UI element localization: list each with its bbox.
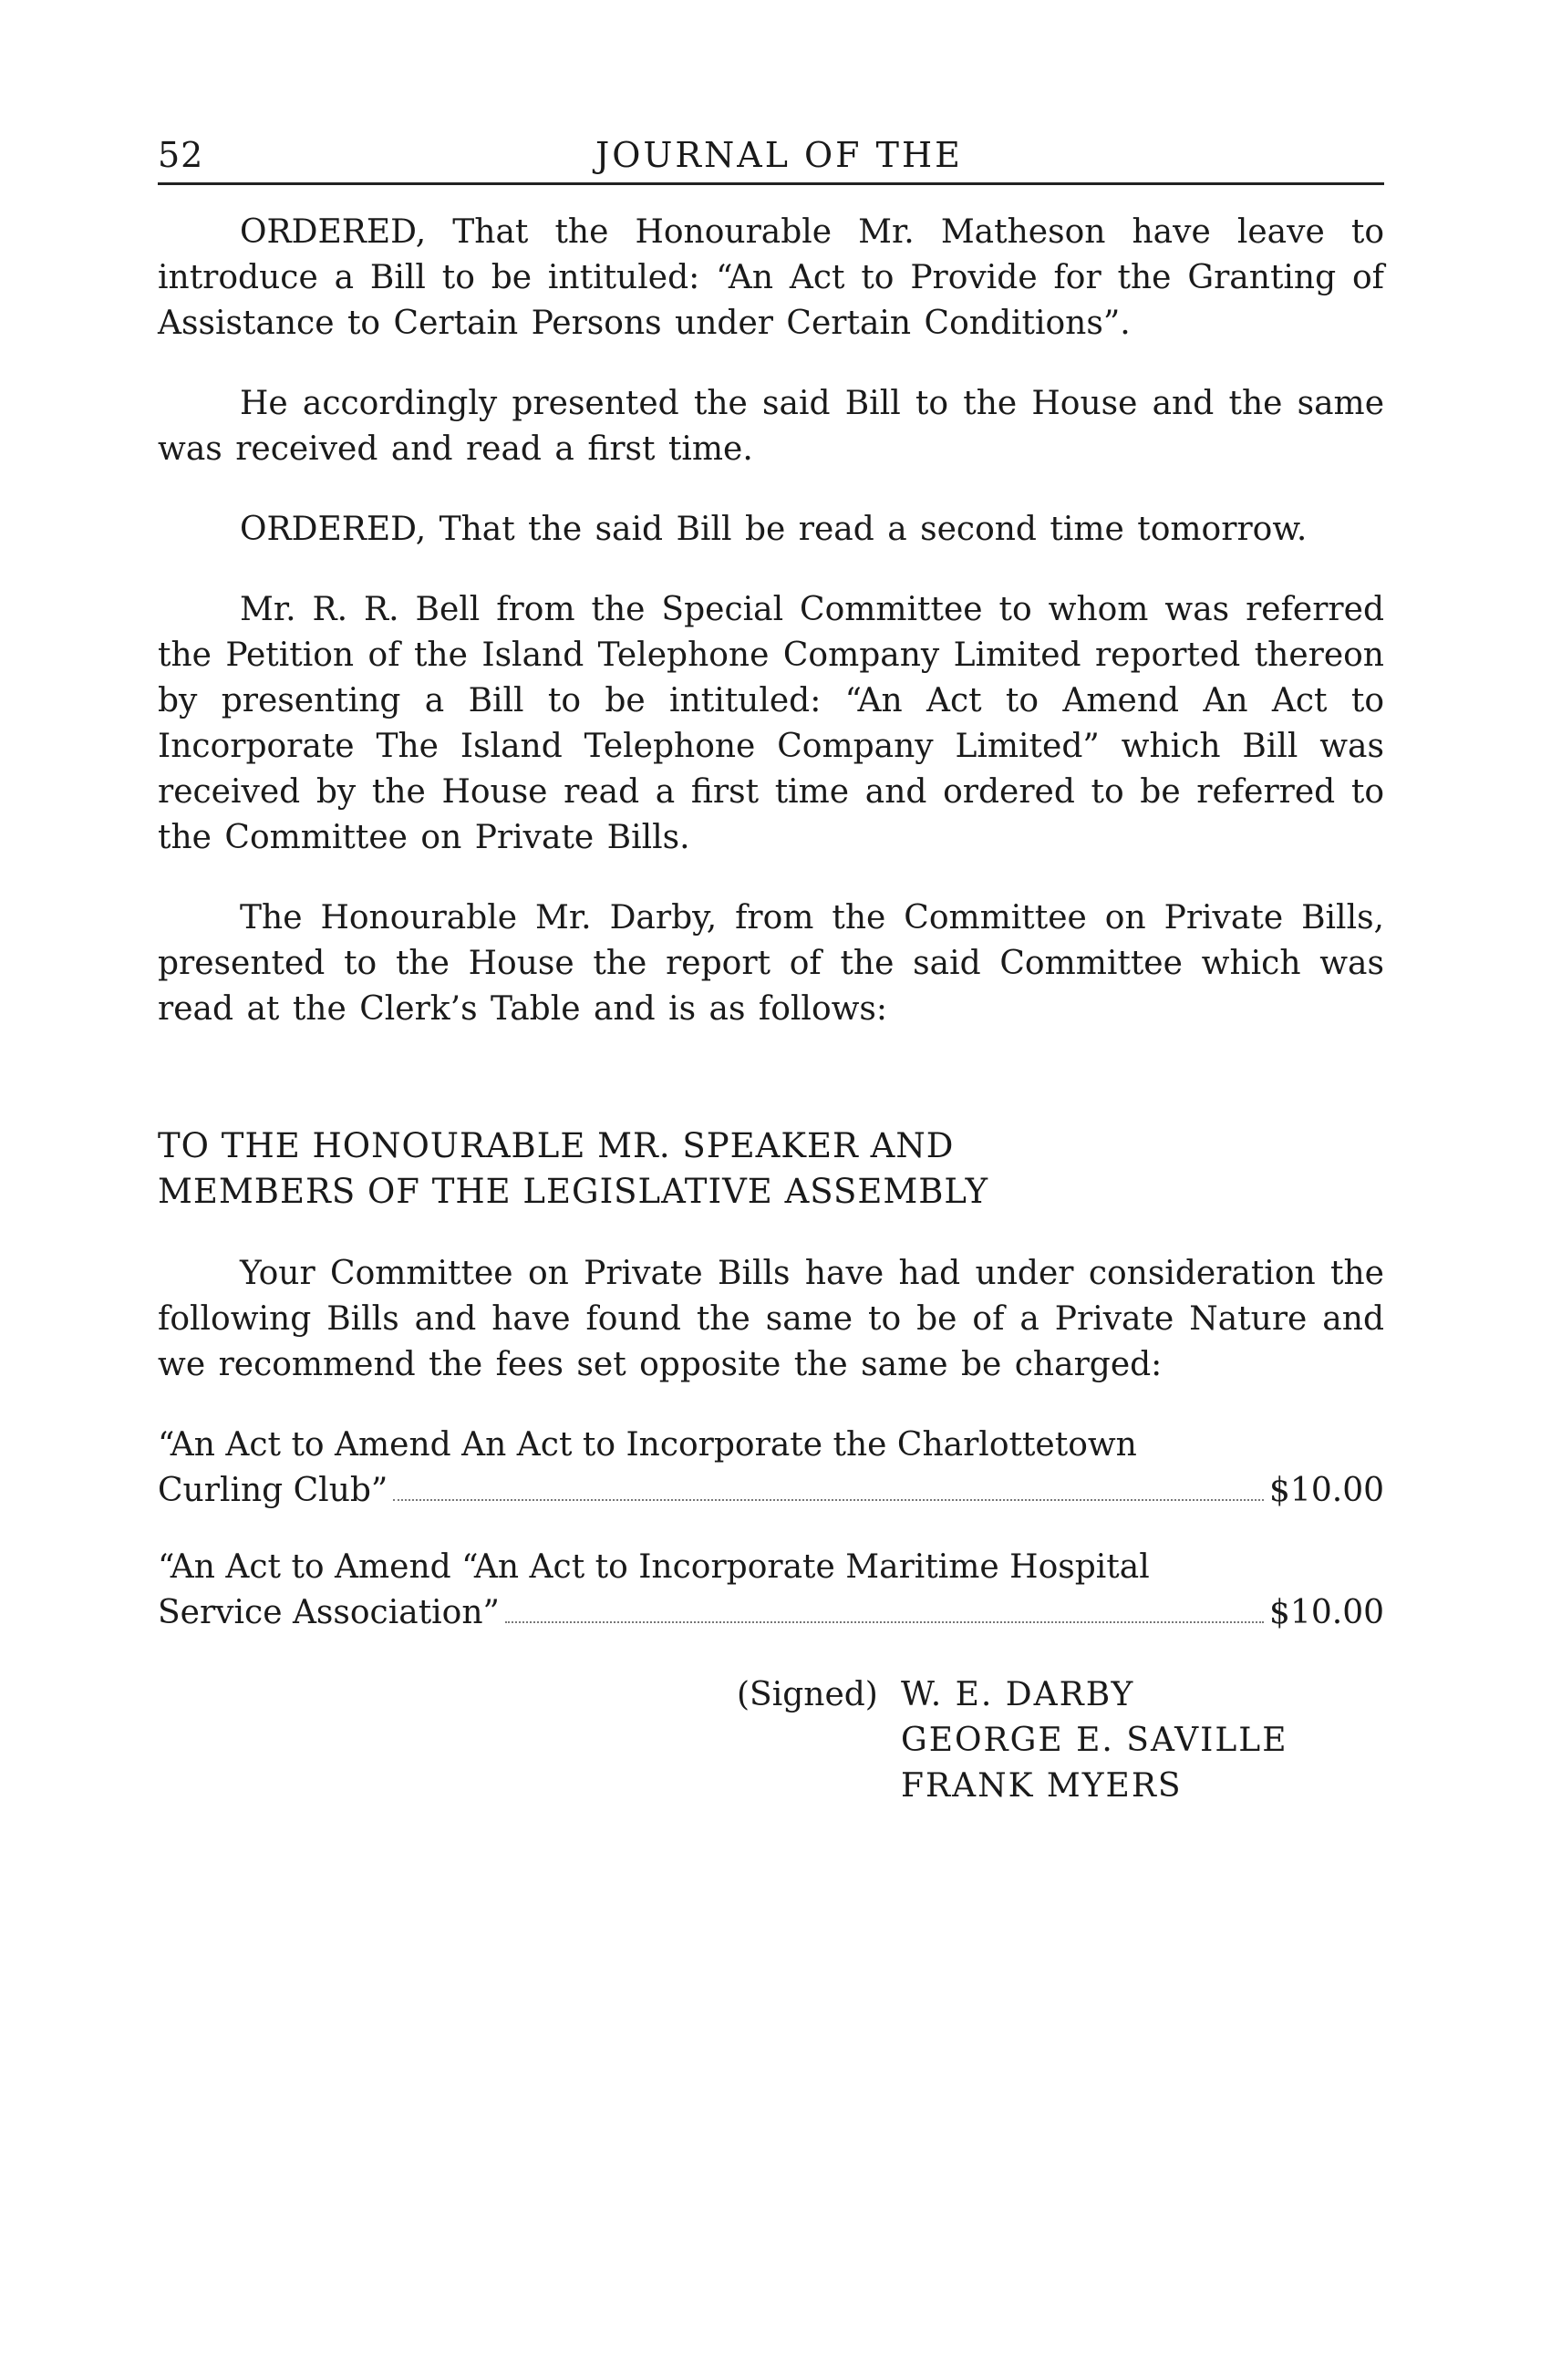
signer-list [901, 1672, 1384, 1809]
signer-name: W. E. DARBY [901, 1676, 1135, 1713]
dot-leader [393, 1498, 1264, 1501]
fee-bill-title-end: Service Association” [158, 1594, 500, 1631]
fee-bill-title: “An Act to Amend An Act to Incorporate the Charlottetown [158, 1426, 1137, 1464]
running-head [158, 128, 1384, 185]
paragraph-bill-presented: He accordingly presented the said Bill to the House and the same was received and read a first time. [158, 385, 1384, 468]
paragraph-second-reading: ORDERED, That the said Bill be read a second time tomorrow. [240, 511, 1308, 548]
report-heading [158, 1123, 1384, 1215]
paragraph-darby-report: The Honourable Mr. Darby, from the Committee on Private Bills, presented to the House the report of the said Committee which was read at the Clerk’s Table and is as follows: [158, 899, 1384, 1028]
page-number: 52 [158, 135, 204, 175]
fee-bill-title: “An Act to Amend “An Act to Incorporate Maritime Hospital [158, 1548, 1150, 1586]
fee-entry [158, 1545, 1384, 1636]
fee-amount: $10.00 [1269, 1472, 1384, 1509]
fee-entry [158, 1423, 1384, 1514]
dot-leader [505, 1620, 1264, 1623]
fee-amount: $10.00 [1269, 1594, 1384, 1631]
report-heading-line1: TO THE HONOURABLE MR. SPEAKER AND [158, 1126, 955, 1165]
report-heading-line2: MEMBERS OF THE LEGISLATIVE ASSEMBLY [158, 1172, 989, 1211]
journal-title: JOURNAL OF THE [595, 135, 963, 175]
paragraph-ordered-matheson: ORDERED, That the Honourable Mr. Matheson have leave to introduce a Bill to be intituled: “An Act to Provide for the Granting of Assistance to Certain Persons under Certain Conditions”. [158, 213, 1384, 342]
body-text [158, 210, 1384, 1809]
signature-block [737, 1672, 1384, 1809]
paragraph-bell-report: Mr. R. R. Bell from the Special Committee to whom was referred the Petition of the Island Telephone Company Limited reported thereon by presenting a Bill to be intituled: “An Act to Amend An Act to Incorporate The Island Telephone Company Limited” which Bill was received by the House read a first time and ordered to be referred to the Committee on Private Bills. [158, 591, 1384, 856]
signer-name: FRANK MYERS [901, 1767, 1183, 1805]
signed-label: (Signed) [737, 1676, 878, 1713]
fee-bill-title-end: Curling Club” [158, 1472, 388, 1509]
signer-name: GEORGE E. SAVILLE [901, 1722, 1288, 1759]
report-intro: Your Committee on Private Bills have had under consideration the following Bills and have found the same to be of a Private Nature and we recommend the fees set opposite the same be charged: [158, 1255, 1384, 1383]
